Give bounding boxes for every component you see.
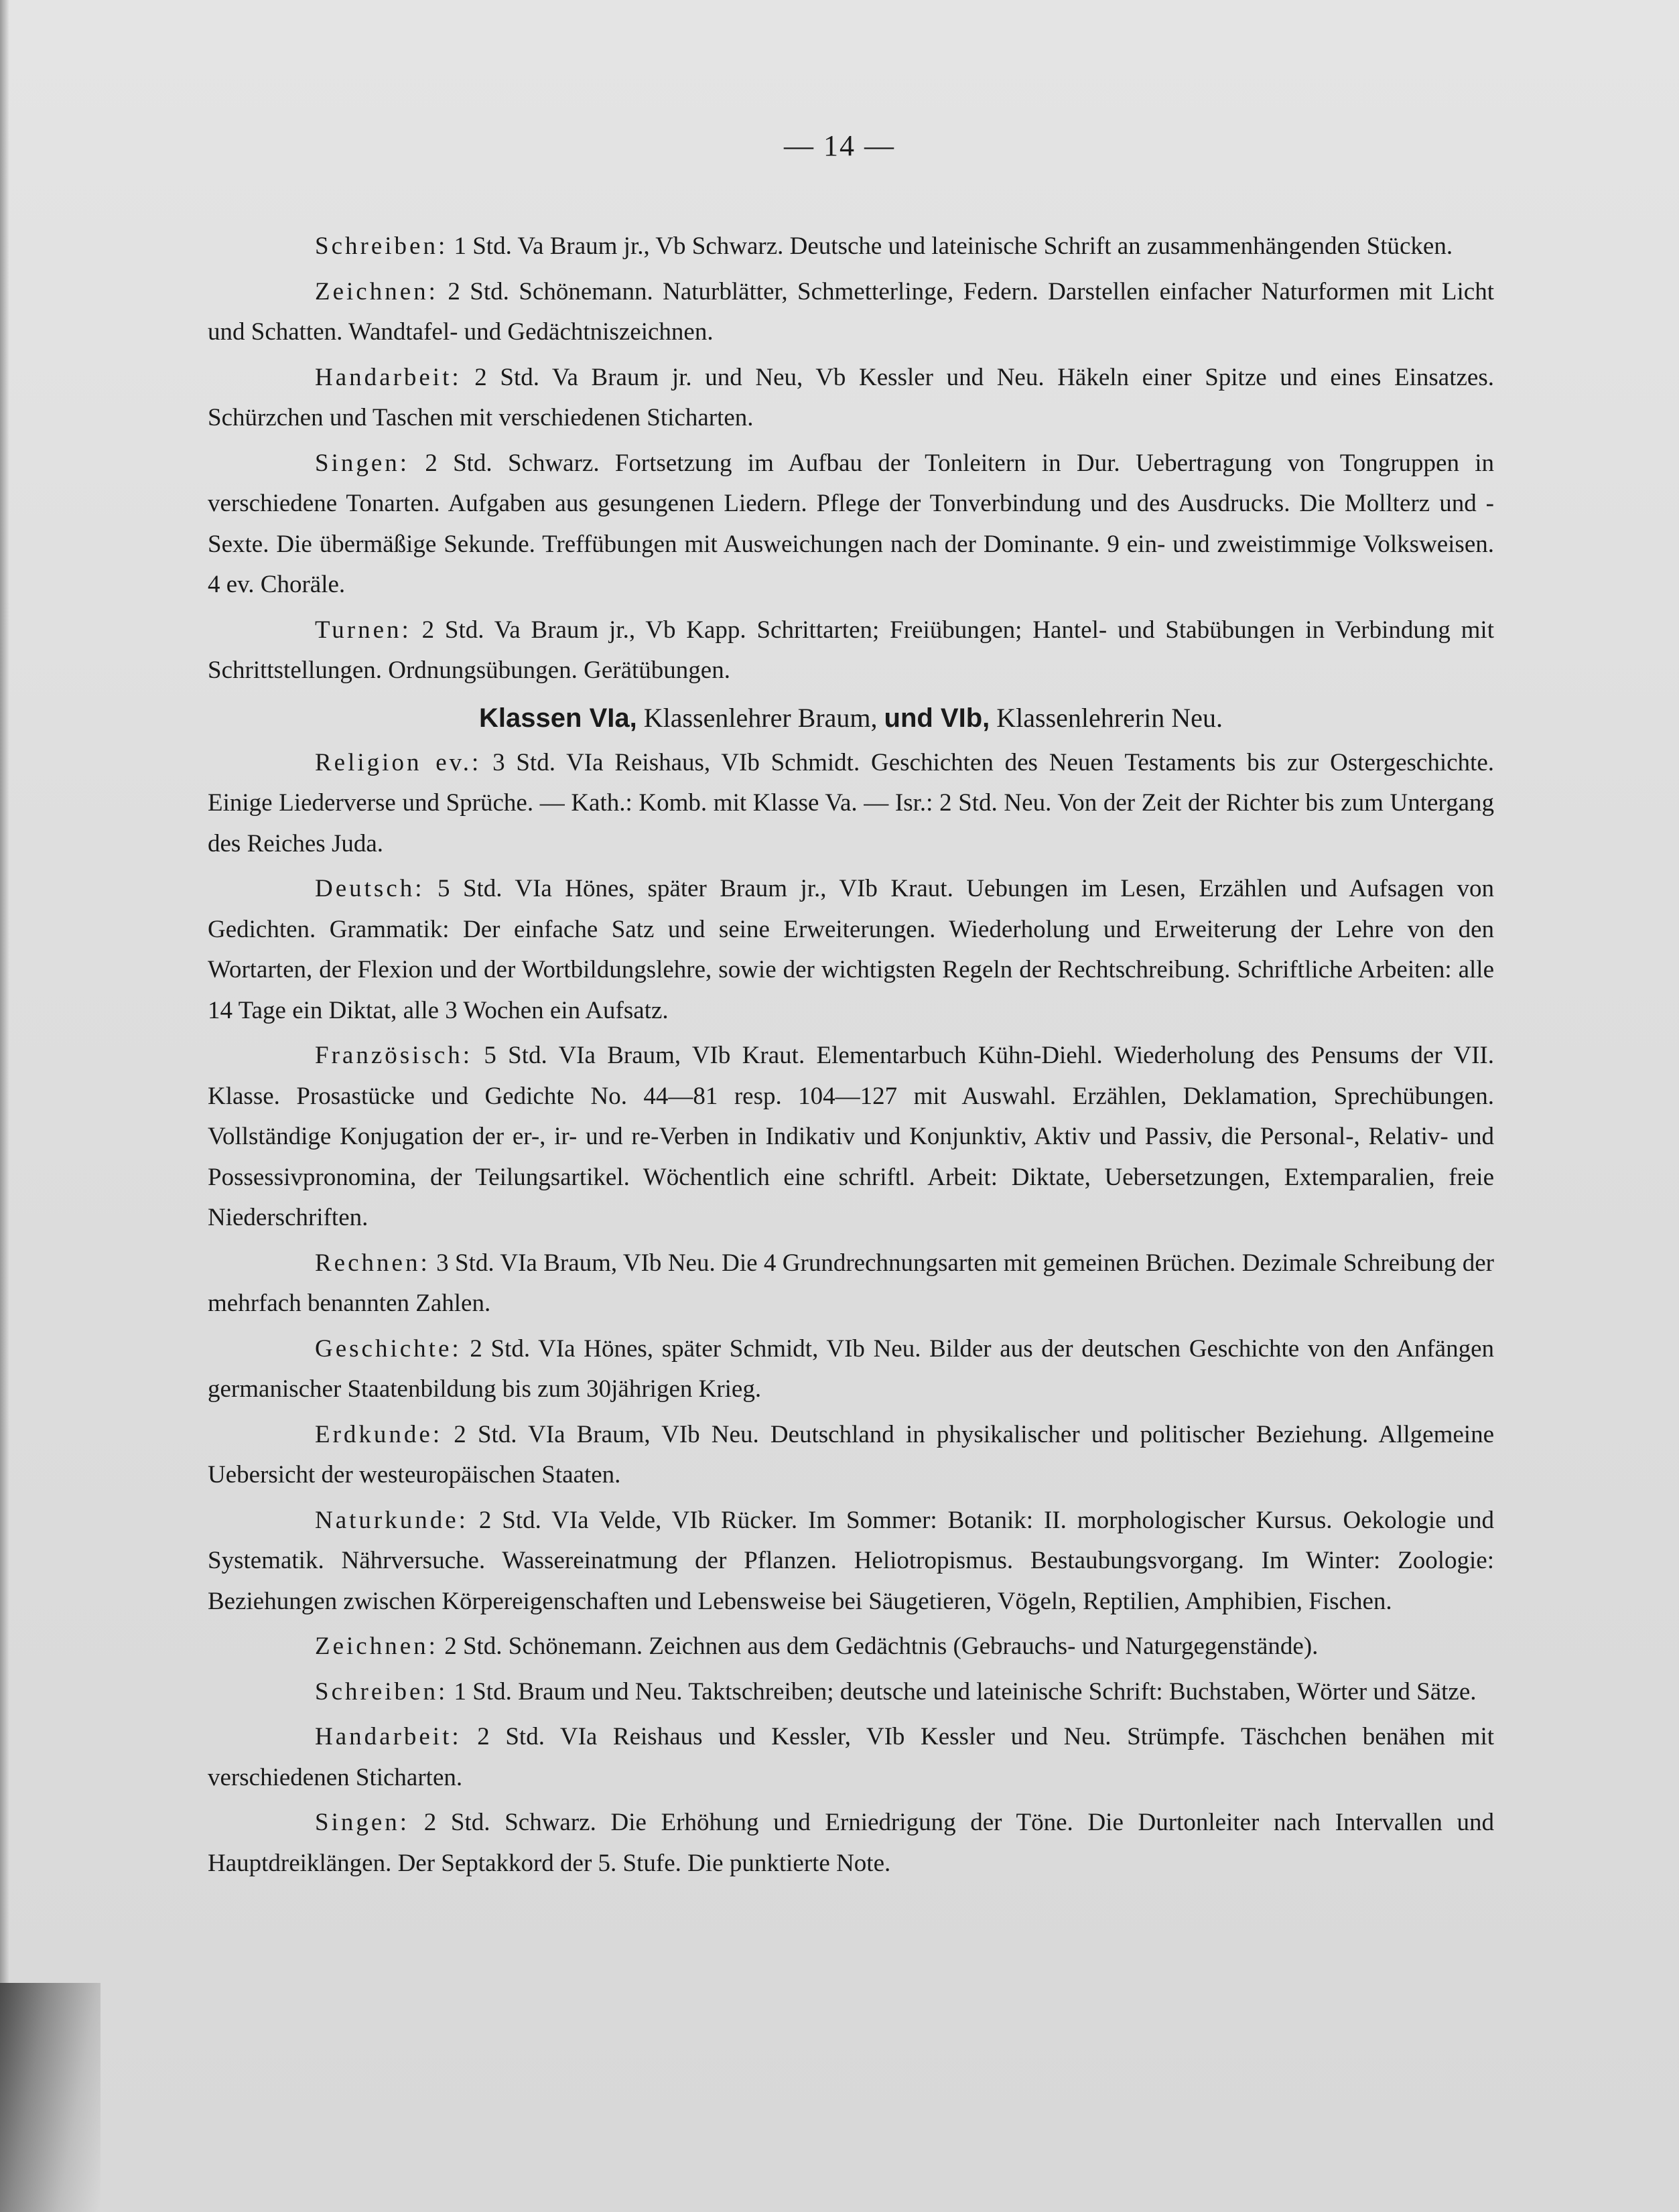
paragraph-handarbeit-v: [208, 358, 1494, 439]
paragraph-singen-v: [208, 443, 1494, 606]
paragraph-text: 2 Std. Schwarz. Fortsetzung im Aufbau der Tonleitern in Dur. Uebertragung von Tongruppen in verschiedene Tonarten. Aufgaben aus gesungenen Liedern. Pflege der Tonverbindung und des Ausdrucks. Die Mollterz und -Sexte. Die übermäßige Sekunde. Treffübungen mit Ausweichungen nach der Dominante. 9 ein- und zweistimmige Volksweisen. 4 ev. Choräle.: [208, 449, 1494, 598]
paragraph-text: 2 Std. VIa Velde, VIb Rücker. Im Sommer: Botanik: II. morphologischer Kursus. Oekologie und Systematik. Nährversuche. Wassereinatmung der Pflanzen. Heliotropismus. Bestaubungsvorgang. Im Winter: Zoologie: Beziehungen zwischen Körpereigenschaften und Lebensweise bei Säugetieren, Vögeln, Reptilien, Amphibien, Fischen.: [208, 1506, 1494, 1615]
paragraph-text: 2 Std. VIa Reishaus und Kessler, VIb Kessler und Neu. Strümpfe. Täschchen benähen mit verschiedenen Sticharten.: [208, 1723, 1494, 1791]
subject-label: Singen:: [315, 1809, 410, 1836]
subject-label: Deutsch:: [315, 875, 425, 902]
paragraph-schreiben-vi: [208, 1672, 1494, 1713]
paragraph-text: 2 Std. VIa Hönes, später Schmidt, VIb Neu. Bilder aus der deutschen Geschichte von den Anfängen germanischer Staatenbildung bis zum 30jährigen Krieg.: [208, 1334, 1494, 1403]
subject-label: Handarbeit:: [315, 1723, 462, 1750]
paragraph-text: 5 Std. VIa Hönes, später Braum jr., VIb Kraut. Uebungen im Lesen, Erzählen und Aufsagen von Gedichten. Grammatik: Der einfache Satz und seine Erweiterungen. Wiederholung und Erweiterung der Lehre von den Wortarten, der Flexion und der Wortbildungslehre, sowie der wichtigsten Regeln der Rechtschreibung. Schriftliche Arbeiten: alle 14 Tage ein Diktat, alle 3 Wochen ein Aufsatz.: [208, 875, 1494, 1024]
paragraph-singen-vi: [208, 1803, 1494, 1884]
paragraph-religion: [208, 743, 1494, 865]
paragraph-text: 2 Std. Schönemann. Naturblätter, Schmetterlinge, Federn. Darstellen einfacher Naturformen mit Licht und Schatten. Wandtafel- und Gedächtniszeichnen.: [208, 277, 1494, 346]
subject-label: Französisch:: [315, 1042, 473, 1069]
paragraph-text: 5 Std. VIa Braum, VIb Kraut. Elementarbuch Kühn-Diehl. Wiederholung des Pensums der VII. Klasse. Prosastücke und Gedichte No. 44—81 resp. 104—127 mit Auswahl. Erzählen, Deklamation, Sprechübungen. Vollständige Konjugation der er-, ir- und re-Verben in Indikativ und Konjunktiv, Aktiv und Passiv, die Personal-, Relativ- und Possessivpronomina, der Teilungsartikel. Wöchentlich eine schriftl. Arbeit: Diktate, Uebersetzungen, Extemparalien, freie Niederschriften.: [208, 1042, 1494, 1231]
subject-label: Zeichnen:: [315, 277, 438, 305]
subject-label: Handarbeit:: [315, 363, 462, 391]
paragraph-text: 1 Std. Braum und Neu. Taktschreiben; deutsche und lateinische Schrift: Buchstaben, Wörter und Sätze.: [448, 1677, 1477, 1706]
subject-label: Religion ev.:: [315, 748, 482, 776]
subject-label: Zeichnen:: [315, 1633, 438, 1660]
heading-teacher-a: Klassenlehrer Braum,: [636, 702, 884, 733]
torn-corner: [0, 1983, 100, 2212]
paragraph-geschichte: [208, 1329, 1494, 1410]
paragraph-turnen-v: [208, 610, 1494, 691]
paragraph-zeichnen-vi: [208, 1627, 1494, 1667]
paragraph-text: 2 Std. Va Braum jr. und Neu, Vb Kessler und Neu. Häkeln einer Spitze und eines Einsatzes. Schürzchen und Taschen mit verschiedenen Sticharten.: [208, 363, 1494, 431]
paragraph-text: 2 Std. Va Braum jr., Vb Kapp. Schrittarten; Freiübungen; Hantel- und Stabübungen in Verbindung mit Schrittstellungen. Ordnungsübungen. Gerätübungen.: [208, 616, 1494, 684]
subject-label: Geschichte:: [315, 1334, 462, 1363]
paragraph-deutsch: [208, 869, 1494, 1031]
paragraph-handarbeit-vi: [208, 1717, 1494, 1798]
paragraph-schreiben-v: [208, 226, 1494, 267]
paragraph-zeichnen-v: [208, 272, 1494, 353]
paragraph-naturkunde: [208, 1501, 1494, 1622]
subject-label: Rechnen:: [315, 1249, 430, 1277]
paragraph-text: 3 Std. VIa Braum, VIb Neu. Die 4 Grundrechnungsarten mit gemeinen Brüchen. Dezimale Schreibung der mehrfach benannten Zahlen.: [208, 1249, 1494, 1317]
paragraph-text: 3 Std. VIa Reishaus, VIb Schmidt. Geschichten des Neuen Testaments bis zur Ostergeschichte. Einige Liederverse und Sprüche. — Kath.: Komb. mit Klasse Va. — Isr.: 2 Std. Neu. Von der Zeit der Richter bis zum Untergang des Reiches Juda.: [208, 748, 1494, 857]
heading-class-a: Klassen VIa,: [479, 703, 637, 733]
paragraph-text: 2 Std. Schönemann. Zeichnen aus dem Gedächtnis (Gebrauchs- und Naturgegenstände).: [438, 1633, 1319, 1660]
subject-label: Naturkunde:: [315, 1506, 468, 1534]
paragraph-text: 1 Std. Va Braum jr., Vb Schwarz. Deutsche und lateinische Schrift an zusammenhängenden Stücken.: [448, 232, 1453, 260]
paragraph-text: 2 Std. VIa Braum, VIb Neu. Deutschland in physikalischer und politischer Beziehung. Allgemeine Uebersicht der westeuropäischen Staaten.: [208, 1420, 1494, 1489]
subject-label: Schreiben:: [315, 232, 448, 260]
heading-class-b: und VIb,: [884, 703, 990, 733]
section-heading: [208, 696, 1494, 740]
page-edge-shadow: [0, 0, 9, 2212]
paragraph-rechnen: [208, 1243, 1494, 1324]
subject-label: Erdkunde:: [315, 1420, 443, 1448]
page-content: [208, 226, 1494, 1888]
paragraph-erdkunde: [208, 1415, 1494, 1496]
paragraph-franzoesisch: [208, 1036, 1494, 1239]
subject-label: Turnen:: [315, 616, 411, 644]
subject-label: Schreiben:: [315, 1677, 448, 1706]
paragraph-text: 2 Std. Schwarz. Die Erhöhung und Erniedrigung der Töne. Die Durtonleiter nach Intervallen und Hauptdreiklängen. Der Septakkord der 5. Stufe. Die punktierte Note.: [208, 1809, 1494, 1877]
page-number: — 14 —: [784, 129, 895, 162]
subject-label: Singen:: [315, 449, 410, 477]
heading-teacher-b: Klassenlehrerin Neu.: [990, 702, 1223, 733]
